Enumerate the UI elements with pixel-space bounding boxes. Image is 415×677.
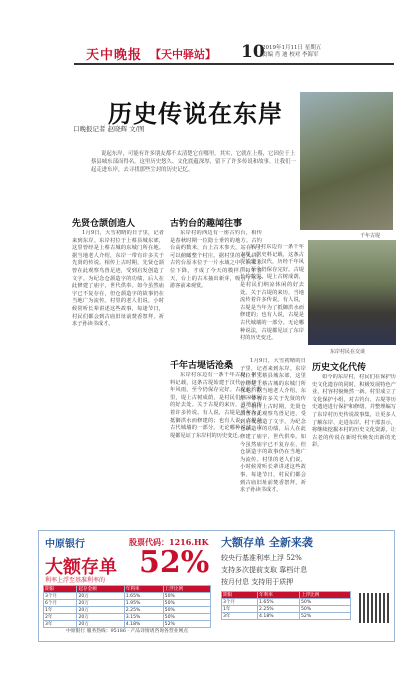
section-body-continued: 东岸村东边有一条千年古堤，据史料记载，这条古堤始建于汉代，历经千年风雨，至今仍保存完好。古堤长约数里，堤上古树成荫，是村民们纳凉休闲的好去处。关于古堤的来历，当地流传着许多传说。有人说，古堤是当年为了抵御洪水而修建的；也有人说，古堤是古代城墙的一部分。无论哪种说法，古堤都见证了东岸村的历史变迁。	[240, 244, 304, 342]
ad-feature: 较央行基准利率上浮 52%	[221, 554, 302, 562]
editor-line: 责编 肖 迪 校对 李海军	[262, 52, 319, 58]
table-cell: 1年	[222, 606, 258, 613]
article-headline: 历史传说在东岸	[108, 99, 283, 128]
table-header: 年利率	[124, 586, 163, 593]
embankment-photo	[300, 92, 393, 230]
section-body: 如今的东岸村，村民们在保护历史文化遗存的同时，积极发展特色产业，村容村貌焕然一新。村里成立了文化保护小组，对古钓台、古堤等历史遗迹进行保护和修缮，并整理编写了东岸村历史传说故事集，让更多人了解东岸、走进东岸。村干部表示，将继续挖掘本村的历史文化资源，让古老的传说在新时代焕发出新的光彩。	[312, 374, 396, 449]
table-cell: 52%	[163, 621, 210, 628]
table-header: 期限	[222, 592, 258, 599]
table-cell: 4.18%	[124, 621, 163, 628]
table-cell: 1.95%	[124, 600, 163, 607]
date-line: 2019年1月11日 星期五	[262, 45, 322, 51]
table-header-row	[222, 592, 351, 599]
table-cell: 2.25%	[258, 606, 300, 613]
section-body: 东岸村东边有一条千年古堤，据史料记载，这条古堤始建于汉代，历经千年风雨，至今仍保存完好。古堤长约数里，堤上古树成荫，是村民们纳凉休闲的好去处。关于古堤的来历，当地流传着许多传说。有人说，古堤是当年为了抵御洪水而修建的；也有人说，古堤是古代城墙的一部分。无论哪种说法，古堤都见证了东岸村的历史变迁。	[170, 372, 262, 439]
section-title: 千年古堤话沧桑	[170, 361, 234, 371]
table-row	[44, 614, 211, 621]
table-cell: 20万	[77, 614, 124, 621]
table-row	[44, 607, 211, 614]
villagers-photo	[308, 240, 396, 345]
ad-left-panel	[39, 531, 215, 643]
table-header: 期限	[44, 586, 77, 593]
table-cell: 2.25%	[124, 607, 163, 614]
table-cell: 20万	[77, 593, 124, 600]
section-title: 先贤仓颉创造人	[72, 219, 136, 229]
table-cell: 50%	[163, 607, 210, 614]
table-cell: 3年	[44, 621, 77, 628]
product-name: 大额存单	[45, 557, 117, 578]
section-body: 1月9日，大雪初晴的日子里，记者来到东岸。东岸村位于上蔡县城东郊，这里曾经是上蔡古城的东城门所在地。据当地老人介绍，东岸一带有许多关于先贤的传说。相传上古时期，先贤仓颉曾在此观察鸟兽足迹，受到启发创造了文字。为纪念仓颉造字的功绩，后人在此修建了庙宇，世代供奉。如今虽然庙宇已不复存在，但仓颉造字的故事仍在当地广为流传。村里的老人们说，小时候常听长辈讲述这些故事，每逢节日，村民们都会到古庙旧址前焚香祭拜，祈求子孙读书成才。	[72, 230, 164, 328]
table-header: 上浮比例	[299, 592, 350, 599]
table-header: 起存金额	[77, 586, 124, 593]
table-header-row	[44, 586, 211, 593]
stock-code: 股票代码：1216.HK	[129, 537, 209, 547]
qr-code	[359, 593, 389, 623]
section-body-continued: 1月9日，大雪初晴的日子里，记者来到东岸。东岸村位于上蔡县城东郊，这里曾经是上蔡古城的东城门所在地。据当地老人介绍，东岸一带有许多关于先贤的传说。相传上古时期，先贤仓颉曾在此观察鸟兽足迹，受到启发创造了文字。为纪念仓颉造字的功绩，后人在此修建了庙宇，世代供奉。如今虽然庙宇已不复存在，但仓颉造字的故事仍在当地广为流传。村里的老人们说，小时候常听长辈讲述这些故事，每逢节日，村民们都会到古庙旧址前焚香祭拜，祈求子孙读书成才。	[240, 358, 306, 494]
issue-date	[262, 45, 321, 59]
table-cell: 50%	[299, 606, 350, 613]
photo-caption: 千年古堤	[360, 233, 381, 239]
ad-right-panel	[217, 531, 395, 643]
rate-subtitle: 利率上浮至基准利率的	[45, 577, 106, 584]
article-intro: 说起东岸，可能有许多朋友都不太清楚它在哪里。其实，它就在上蔡，它因位于上蔡县城东部而得名。这里历史悠久、文化底蕴深厚，留下了许多传说和故事。让我们一起走进东岸，去寻找那些尘封的历史记忆。	[91, 151, 296, 173]
table-row	[222, 613, 351, 620]
bank-advertisement	[38, 530, 395, 642]
table-cell: 50%	[163, 600, 210, 607]
header-rule	[74, 63, 394, 65]
newspaper-logo: 天中晚报	[86, 48, 143, 63]
table-cell: 20万	[77, 607, 124, 614]
table-row	[44, 593, 211, 600]
table-cell: 3个月	[44, 593, 77, 600]
table-cell: 20万	[77, 600, 124, 607]
table-row	[222, 606, 351, 613]
rate-figure: 52%	[139, 545, 210, 580]
ad-headline: 大额存单 全新来袭	[221, 536, 313, 549]
table-header: 上浮比例	[163, 586, 210, 593]
table-cell: 1.65%	[124, 593, 163, 600]
bank-logo: 中原银行	[45, 539, 85, 550]
table-cell: 52%	[299, 613, 350, 620]
table-cell: 50%	[163, 614, 210, 621]
page-number: 10	[241, 42, 265, 62]
table-cell: 3年	[222, 613, 258, 620]
rate-table-right	[221, 591, 351, 620]
section-title: 历史文化代传	[312, 363, 367, 373]
section-title: 古钓台的趣闻往事	[170, 219, 243, 229]
section-body: 东岸村的西边有一座古钓台，相传是春秋时期一位隐士垂钓的地方。古钓台高约数米，台上古木参天，站在台上可以俯瞰整个村庄。据村里的老人讲，古钓台原本位于一片水域之中，后来水位下降，才成了今天的模样。每年春天，台上的古木抽出新芽，吸引了不少游客前来观赏。	[170, 230, 262, 290]
table-cell: 3个月	[222, 599, 258, 606]
ad-feature: 支持多次提前支取 靠档计息	[221, 566, 308, 574]
column-name: 【天中驿站】	[150, 48, 216, 61]
table-row	[44, 621, 211, 628]
table-cell: 20万	[77, 621, 124, 628]
ad-footer: 中原银行 服务热线：95186 · 产品详情请咨询各营业网点	[65, 629, 189, 634]
table-cell: 3.15%	[124, 614, 163, 621]
photo-caption: 东岸村民在交谈	[330, 349, 366, 355]
table-row	[44, 600, 211, 607]
table-row	[222, 599, 351, 606]
table-cell: 50%	[163, 593, 210, 600]
table-header: 年利率	[258, 592, 300, 599]
rate-table	[43, 585, 211, 628]
table-cell: 6个月	[44, 600, 77, 607]
table-cell: 50%	[299, 599, 350, 606]
table-cell: 2年	[44, 614, 77, 621]
ad-feature: 按月付息 支持用于质押	[221, 578, 294, 586]
table-cell: 4.18%	[258, 613, 300, 620]
table-cell: 1.65%	[258, 599, 300, 606]
table-cell: 1年	[44, 607, 77, 614]
article-byline: 口晚报记者 赵晓辉 文/图	[73, 125, 145, 133]
